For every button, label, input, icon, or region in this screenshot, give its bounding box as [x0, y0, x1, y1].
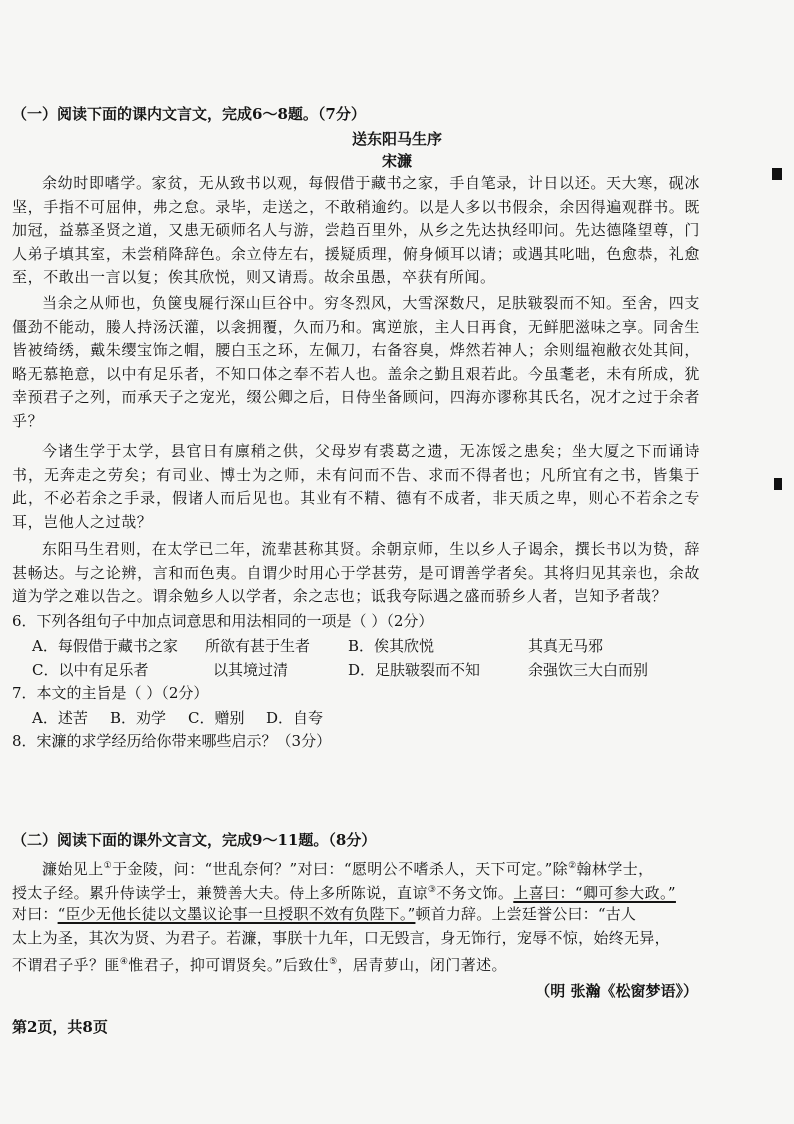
s2-l1-c: 翰林学士，: [576, 860, 654, 878]
article-author: 宋濂: [381, 152, 412, 170]
paragraph-4: 东阳马生君则，在太学已二年，流辈甚称其贤。余朝京师，生以乡人子谒余，撰长书以为贽，辞甚畅达。与之论辨，言和而色夷。自谓少时用心于学甚劳，是可谓善学者矣。其将归见其亲也，余故道为学之难以告之。谓余勉乡人以学者，余之志也；诋我夸际遇之盛而骄乡人者，岂知予者哉？: [12, 540, 700, 605]
section2-line-1: [42, 856, 654, 879]
underlined-sentence-for-punctuation: “臣少无他长徒以文墨议论事一旦授职不效有负陛下。”: [57, 905, 416, 923]
note-2-marker: ②: [568, 861, 577, 871]
s2-l2-b: 不务文饰。: [436, 884, 514, 902]
s2-l5-b: 惟君子，抑可谓贤矣。”后致仕: [128, 956, 330, 974]
s2-l2-a: 授太子经。累升侍读学士，兼赞善大夫。侍上多所陈说，直谅: [12, 884, 428, 902]
question-8-stem: 8．宋濂的求学经历给你带来哪些启示？（3分）: [12, 732, 332, 750]
article-title: 送东阳马生序: [351, 130, 442, 148]
section2-line-4: 太上为圣，其次为贤、为君子。若濂，事朕十九年，口无毁言，身无饰行，宠辱不惊，始终无异，: [12, 929, 670, 947]
note-3-marker: ③: [427, 885, 437, 895]
section2-line-3: [12, 904, 636, 924]
s2-l1-b: 于金陵，问：“世乱奈何？”对曰：“愿明公不嗜杀人，天下可定。”除: [112, 860, 569, 878]
section2-line-2: [12, 880, 676, 903]
underlined-quote-1: 上喜曰：“卿可参大政。”: [513, 884, 676, 902]
s2-l5-c: ，居青萝山，闭门著述。: [337, 956, 507, 974]
s2-l5-a: 不谓君子乎？匪: [12, 956, 120, 974]
q7-option-d: D．自夸: [266, 709, 324, 727]
q6-option-a: A．每假借于藏书之家: [32, 637, 178, 655]
source-citation: （明 张瀚《松窗梦语》）: [535, 982, 698, 1000]
scan-mark-right-mid: [774, 478, 782, 490]
section2-line-5: [12, 952, 507, 975]
q6-option-a-pair: 所欲有甚于生者: [205, 637, 311, 655]
question-7-stem: 7．本文的主旨是（ ）（2分）: [12, 684, 209, 702]
q6-option-b-pair: 其真无马邪: [528, 637, 604, 655]
note-5-marker: ⑤: [329, 957, 338, 967]
q6-option-c-pair: 以其境过清: [213, 661, 289, 679]
q6-option-d: D．足肤皲裂而不知: [348, 661, 481, 679]
q6-option-c: C．以中有足乐者: [32, 661, 149, 679]
s2-l3-b: 顿首力辞。上尝廷誉公曰：“古人: [415, 905, 637, 923]
q6-option-b: B．俟其欣悦: [348, 637, 435, 655]
section2-header: （二）阅读下面的课外文言文，完成9～11题。（8分）: [12, 831, 377, 849]
note-1-marker: ①: [103, 861, 113, 871]
page-footer: 第2页，共8页: [12, 1018, 108, 1036]
q7-option-a: A．述苦: [32, 709, 88, 727]
question-6-stem: 6．下列各组句子中加点词意思和用法相同的一项是（ ）（2分）: [12, 612, 434, 630]
note-4-marker: ④: [119, 957, 129, 967]
q6-option-d-pair: 余强饮三大白而别: [528, 661, 649, 679]
q7-option-b: B．劝学: [110, 709, 167, 727]
s2-l1-a: 濂始见上: [42, 860, 104, 878]
s2-l3-a: 对曰：: [12, 905, 58, 923]
paragraph-2: 当余之从师也，负箧曳屣行深山巨谷中。穷冬烈风，大雪深数尺，足肤皲裂而不知。至舍，四支僵劲不能动，媵人持汤沃灌，以衾拥覆，久而乃和。寓逆旅，主人日再食，无鲜肥滋味之享。同舍生皆被绮绣，戴朱缨宝饰之帽，腰白玉之环，左佩刀，右备容臭，烨然若神人；余则缊袍敝衣处其间，略无慕艳意，以中有足乐者，不知口体之奉不若人也。盖余之勤且艰若此。今虽耄老，未有所成，犹幸预君子之列，而承天子之宠光，缀公卿之后，日侍坐备顾问，四海亦谬称其氏名，况才之过于余者乎？: [12, 294, 700, 430]
paragraph-3: 今诸生学于太学，县官日有廪稍之供，父母岁有裘葛之遗，无冻馁之患矣；坐大厦之下而诵诗书，无奔走之劳矣；有司业、博士为之师，未有问而不告、求而不得者也；凡所宜有之书，皆集于此，不必若余之手录，假诸人而后见也。其业有不精、德有不成者，非天质之卑，则心不若余之专耳，岂他人之过哉？: [12, 442, 700, 531]
paragraph-1: 余幼时即嗜学。家贫，无从致书以观，每假借于藏书之家，手自笔录，计日以还。天大寒，砚冰坚，手指不可屈伸，弗之怠。录毕，走送之，不敢稍逾约。以是人多以书假余，余因得遍观群书。既加冠，益慕圣贤之道，又患无硕师名人与游，尝趋百里外，从乡之先达执经叩问。先达德隆望尊，门人弟子填其室，未尝稍降辞色。余立侍左右，援疑质理，俯身倾耳以请；或遇其叱咄，色愈恭，礼愈至，不敢出一言以复；俟其欣悦，则又请焉。故余虽愚，卒获有所闻。: [12, 174, 700, 286]
q7-option-c: C．赠别: [188, 709, 245, 727]
section1-header: （一）阅读下面的课内文言文，完成6～8题。（7分）: [12, 105, 366, 123]
